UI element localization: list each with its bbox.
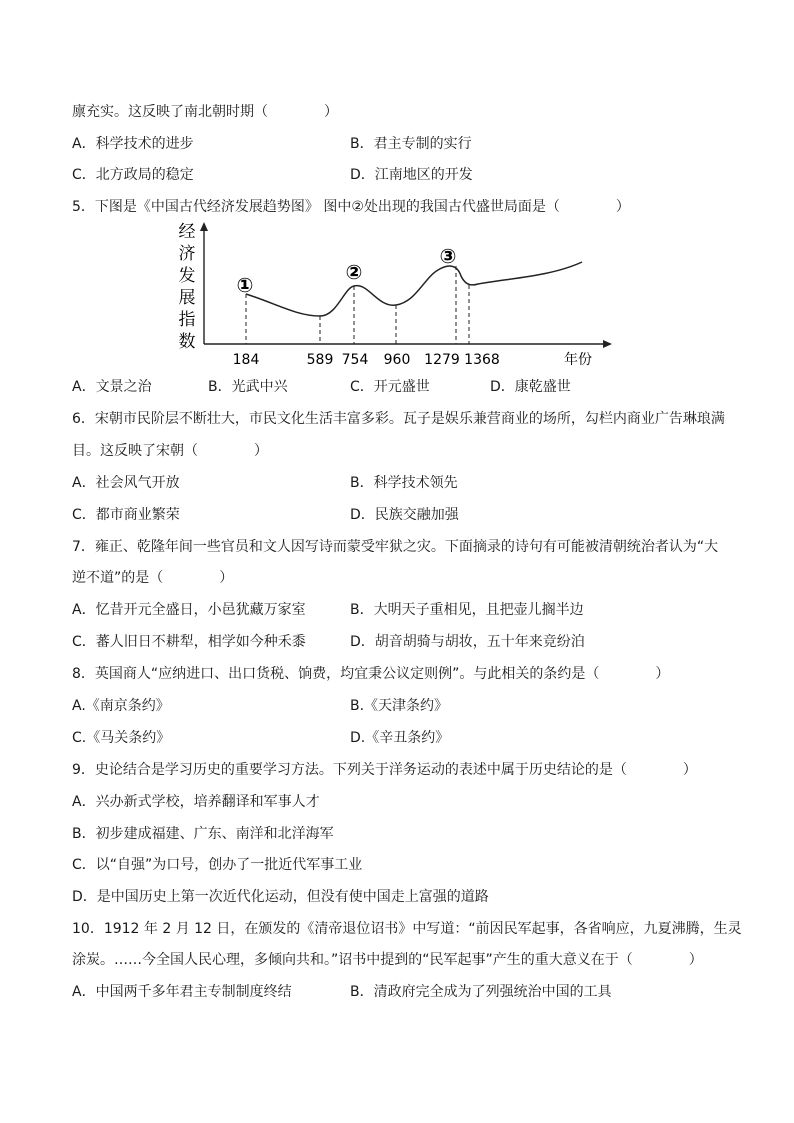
marker-2: ② bbox=[345, 260, 363, 284]
q5-option-b[interactable]: B．光武中兴 bbox=[208, 379, 288, 395]
x-tick-label: 960 bbox=[383, 352, 411, 368]
q6-stem-line2: 目。这反映了宋朝（ ） bbox=[72, 443, 268, 459]
x-tick-label: 184 bbox=[232, 352, 260, 368]
q6-option-a[interactable]: A．社会风气开放 bbox=[72, 475, 180, 491]
q7-stem-line1: 7．雍正、乾隆年间一些官员和文人因写诗而蒙受牢狱之灾。下面摘录的诗句有可能被清朝统治者认为“大 bbox=[72, 539, 719, 555]
ylabel-char: 展 bbox=[178, 288, 196, 308]
marker-3: ③ bbox=[439, 244, 457, 268]
marker-1: ① bbox=[236, 273, 254, 297]
q6-option-d[interactable]: D．民族交融加强 bbox=[350, 507, 459, 523]
economic-trend-chart bbox=[172, 218, 622, 370]
q4-stem-tail: 廪充实。这反映了南北朝时期（ ） bbox=[72, 104, 338, 120]
x-axis-arrow bbox=[603, 340, 612, 348]
x-tick-label: 1368 bbox=[464, 352, 500, 368]
q8-option-d[interactable]: D.《辛丑条约》 bbox=[350, 730, 450, 746]
q8-option-a[interactable]: A.《南京条约》 bbox=[72, 698, 170, 714]
q8-option-b[interactable]: B.《天津条约》 bbox=[350, 698, 449, 714]
q6-option-c[interactable]: C．都市商业繁荣 bbox=[72, 507, 180, 523]
q9-option-a[interactable]: A．兴办新式学校，培养翻译和军事人才 bbox=[72, 794, 320, 810]
ylabel-char: 发 bbox=[178, 266, 196, 286]
ylabel-char: 指 bbox=[178, 310, 196, 330]
q7-option-d[interactable]: D．胡音胡骑与胡妆，五十年来竞纷泊 bbox=[350, 634, 585, 650]
q6-option-b[interactable]: B．科学技术领先 bbox=[350, 475, 458, 491]
x-tick-label: 1279 bbox=[424, 352, 460, 368]
trend-curve bbox=[246, 262, 582, 316]
q5-option-a[interactable]: A．文景之治 bbox=[72, 379, 152, 395]
q4-option-d[interactable]: D．江南地区的开发 bbox=[350, 167, 473, 183]
q4-option-c[interactable]: C．北方政局的稳定 bbox=[72, 167, 194, 183]
q6-stem-line1: 6．宋朝市民阶层不断壮大，市民文化生活丰富多彩。瓦子是娱乐兼营商业的场所，勾栏内商业广告琳琅满 bbox=[72, 411, 725, 427]
ylabel-char: 经 bbox=[178, 222, 196, 242]
q8-option-c[interactable]: C.《马关条约》 bbox=[72, 730, 171, 746]
q7-option-b[interactable]: B．大明天子重相见，且把壶儿搁半边 bbox=[350, 602, 584, 618]
x-tick-label: 754 bbox=[341, 352, 369, 368]
q9-option-c[interactable]: C．以“自强”为口号，创办了一批近代军事工业 bbox=[72, 857, 363, 873]
q5-stem: 5．下图是《中国古代经济发展趋势图》 图中②处出现的我国古代盛世局面是（ ） bbox=[72, 199, 630, 215]
q7-option-c[interactable]: C．蕃人旧日不耕犁，相学如今种禾黍 bbox=[72, 634, 306, 650]
q8-stem: 8．英国商人“应纳进口、出口货税、饷费，均宜秉公议定则例”。与此相关的条约是（ ） bbox=[72, 666, 670, 682]
q10-stem-line2: 涂炭。……今全国人民心理，多倾向共和。”诏书中提到的“民军起事”产生的重大意义在于（ ） bbox=[72, 952, 703, 968]
q7-option-a[interactable]: A．忆昔开元全盛日，小邑犹藏万家室 bbox=[72, 602, 306, 618]
ylabel-char: 济 bbox=[178, 244, 196, 264]
x-axis-label: 年份 bbox=[564, 352, 592, 368]
q4-option-b[interactable]: B．君主专制的实行 bbox=[350, 136, 472, 152]
q10-option-b[interactable]: B．清政府完全成为了列强统治中国的工具 bbox=[350, 984, 612, 1000]
q5-option-c[interactable]: C．开元盛世 bbox=[350, 379, 430, 395]
q9-stem: 9．史论结合是学习历史的重要学习方法。下列关于洋务运动的表述中属于历史结论的是（ ） bbox=[72, 762, 697, 778]
q9-option-b[interactable]: B．初步建成福建、广东、南洋和北洋海军 bbox=[72, 826, 334, 842]
q4-option-a[interactable]: A．科学技术的进步 bbox=[72, 136, 194, 152]
q9-option-d[interactable]: D．是中国历史上第一次近代化运动，但没有使中国走上富强的道路 bbox=[72, 889, 489, 905]
q7-stem-line2: 逆不道”的是（ ） bbox=[72, 570, 234, 586]
ylabel-char: 数 bbox=[178, 332, 196, 352]
y-axis-arrow bbox=[200, 222, 208, 231]
q5-option-d[interactable]: D．康乾盛世 bbox=[490, 379, 571, 395]
x-tick-label: 589 bbox=[306, 352, 334, 368]
q10-stem-line1: 10．1912 年 2 月 12 日，在颁发的《清帝退位诏书》中写道：“前因民军起事，各省响应，九夏沸腾，生灵 bbox=[72, 921, 742, 937]
q10-option-a[interactable]: A．中国两千多年君主专制制度终结 bbox=[72, 984, 292, 1000]
